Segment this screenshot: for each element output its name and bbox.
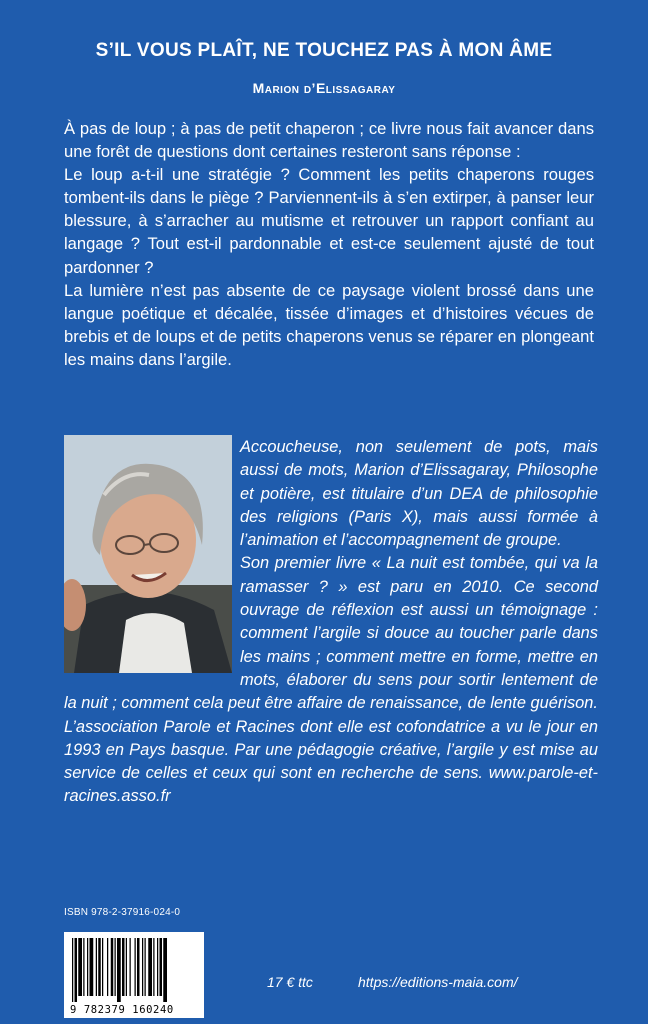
- barcode-bar: [117, 938, 121, 1002]
- barcode-bar: [137, 938, 140, 996]
- author-bio: [64, 436, 598, 809]
- intro-paragraph: À pas de loup ; à pas de petit chaperon ; ce livre nous fait avancer dans une forêt de questions dont certaines resteront sans réponse :: [64, 119, 594, 162]
- barcode-number: 9 782379 160240: [70, 1004, 174, 1016]
- barcode: [64, 932, 204, 1018]
- barcode-bar: [148, 938, 152, 996]
- barcode-bar: [130, 938, 131, 996]
- bio-paragraph: Son premier livre « La nuit est tombée, qui va la ramasser ? » est paru en 2010. Ce second ouvrage de réflexion est aussi un témoignage : comment l’argile si douce au toucher parle dans les mains ; comment mettre en forme, mettre en mots, élaborer du sens pour sortir lentement de la nuit ; comment cela peut être affaire de renaissance, de lente guérison.: [64, 554, 598, 713]
- barcode-bar: [157, 938, 158, 996]
- barcode-bar: [102, 938, 103, 996]
- barcode-bars: [64, 932, 204, 1004]
- barcode-bar: [111, 938, 114, 996]
- barcode-bar: [160, 938, 163, 996]
- intro-paragraph: La lumière n’est pas absente de ce paysage violent brossé dans une langue poétique et décalée, tissée d’images et d’histoires vécues de brebis et de loups et de petits chaperons venus se réparer en plongeant les mains dans l’argile.: [64, 280, 594, 369]
- publisher-website: https://editions-maia.com/: [358, 974, 518, 990]
- book-title: S’IL VOUS PLAÎT, NE TOUCHEZ PAS À MON ÂME: [95, 40, 553, 61]
- barcode-bar: [107, 938, 108, 996]
- author-name: Marion d’Elissagaray: [252, 80, 396, 96]
- barcode-bar: [83, 938, 84, 996]
- barcode-bar: [142, 938, 143, 996]
- barcode-bar: [75, 938, 78, 1002]
- barcode-bar: [115, 938, 116, 996]
- barcode-bar: [96, 938, 97, 996]
- barcode-bar: [90, 938, 94, 996]
- intro-text: [64, 117, 594, 371]
- price-label: 17 € ttc: [267, 974, 313, 990]
- barcode-bar: [135, 938, 136, 996]
- intro-paragraph: Le loup a-t-il une stratégie ? Comment les petits chaperons rouges tombent-ils dans le piège ? Parviennent-ils à s’en extirper, à panser leur blessure, à s’arracher au mutisme et retrouver un rapport confiant au langage ? Tout est-il pardonnable et est-ce seulement ajusté de tout pardonner ?: [64, 165, 594, 277]
- bio-paragraph: Accoucheuse, non seulement de pots, mais aussi de mots, Marion d’Elissagaray, Philosophe et potière, est titulaire d’un DEA de philosophie des religions (Paris X), mais aussi formée à l’animation et l’accompagnement de groupe.: [240, 438, 598, 550]
- barcode-bar: [98, 938, 101, 996]
- barcode-bar: [72, 938, 73, 1002]
- barcode-bar: [78, 938, 82, 996]
- barcode-bar: [126, 938, 127, 996]
- barcode-bar: [153, 938, 154, 996]
- barcode-bar: [145, 938, 146, 996]
- barcode-bar: [122, 938, 125, 996]
- barcode-bar: [87, 938, 88, 996]
- bio-paragraph: L’association Parole et Racines dont elle est cofondatrice a vu le jour en 1993 en Pays basque. Par une pédagogie créative, l’argile y est mise au service de celles et ceux qui sont en recherche de sens. www.parole-et-racines.asso.fr: [64, 717, 598, 806]
- barcode-bar: [163, 938, 167, 1002]
- isbn-label: ISBN 978-2-37916-024-0: [64, 907, 181, 918]
